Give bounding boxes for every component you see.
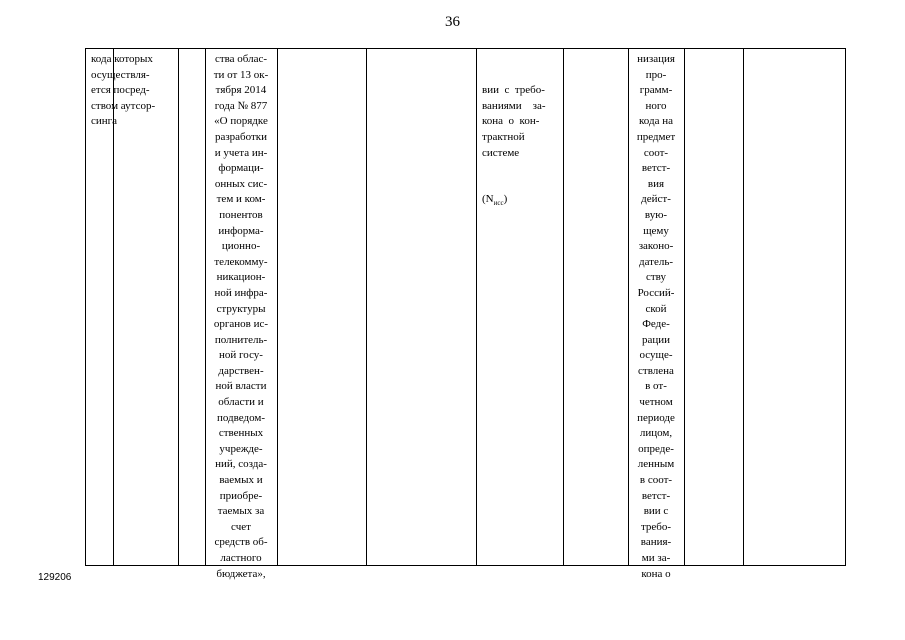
table-border: [85, 565, 846, 566]
formula-subscript: исс: [493, 199, 504, 208]
table-border: [366, 48, 367, 566]
table-border: [684, 48, 685, 566]
cell-program-code-check: низация про- грамм- ного кода на предмет соот- ветст- вия дейст- вую- щему законо- датель- ству Россий- ской Феде- рации осуще- ствлена в от- четном периоде лицом, опреде- ленным в соот- ветст- вии с требо- вания- ми за- кона о: [636, 53, 676, 580]
cell-regulation: ства облас- ти от 13 ок- тября 2014 года № 877 «О порядке разработки и учета ин- формаци- онных сис- тем и ком- понентов информа- ционно- телекомму- никацион- ной инфра- структуры органов ис- полнитель- ной госу- дарствен- ной власти области и подведом- ственных учрежде- ний, созда- ваемых и приобре- таемых за счет средств об- ластного бюджета»,: [213, 53, 269, 580]
table-border: [85, 48, 846, 49]
table-border: [178, 48, 179, 566]
table-border: [743, 48, 744, 566]
document-code: 129206: [38, 572, 72, 583]
table-border: [845, 48, 846, 566]
page-number: 36: [445, 14, 460, 30]
formula-end: ): [503, 193, 508, 206]
table-border: [277, 48, 278, 566]
document-table: [85, 48, 846, 580]
table-border: [563, 48, 564, 566]
formula-n-iss: [482, 192, 562, 212]
table-border: [476, 48, 477, 566]
table-border: [85, 48, 86, 566]
cell-requirements: [482, 52, 562, 243]
cell-requirements-text: вии с требо- ваниями за- кона о кон- трактной системе: [482, 84, 546, 159]
cell-outsourcing: кода которых осуществля- ется посред- ством аутсор- синга: [91, 53, 156, 128]
formula-main: (N: [482, 193, 494, 206]
